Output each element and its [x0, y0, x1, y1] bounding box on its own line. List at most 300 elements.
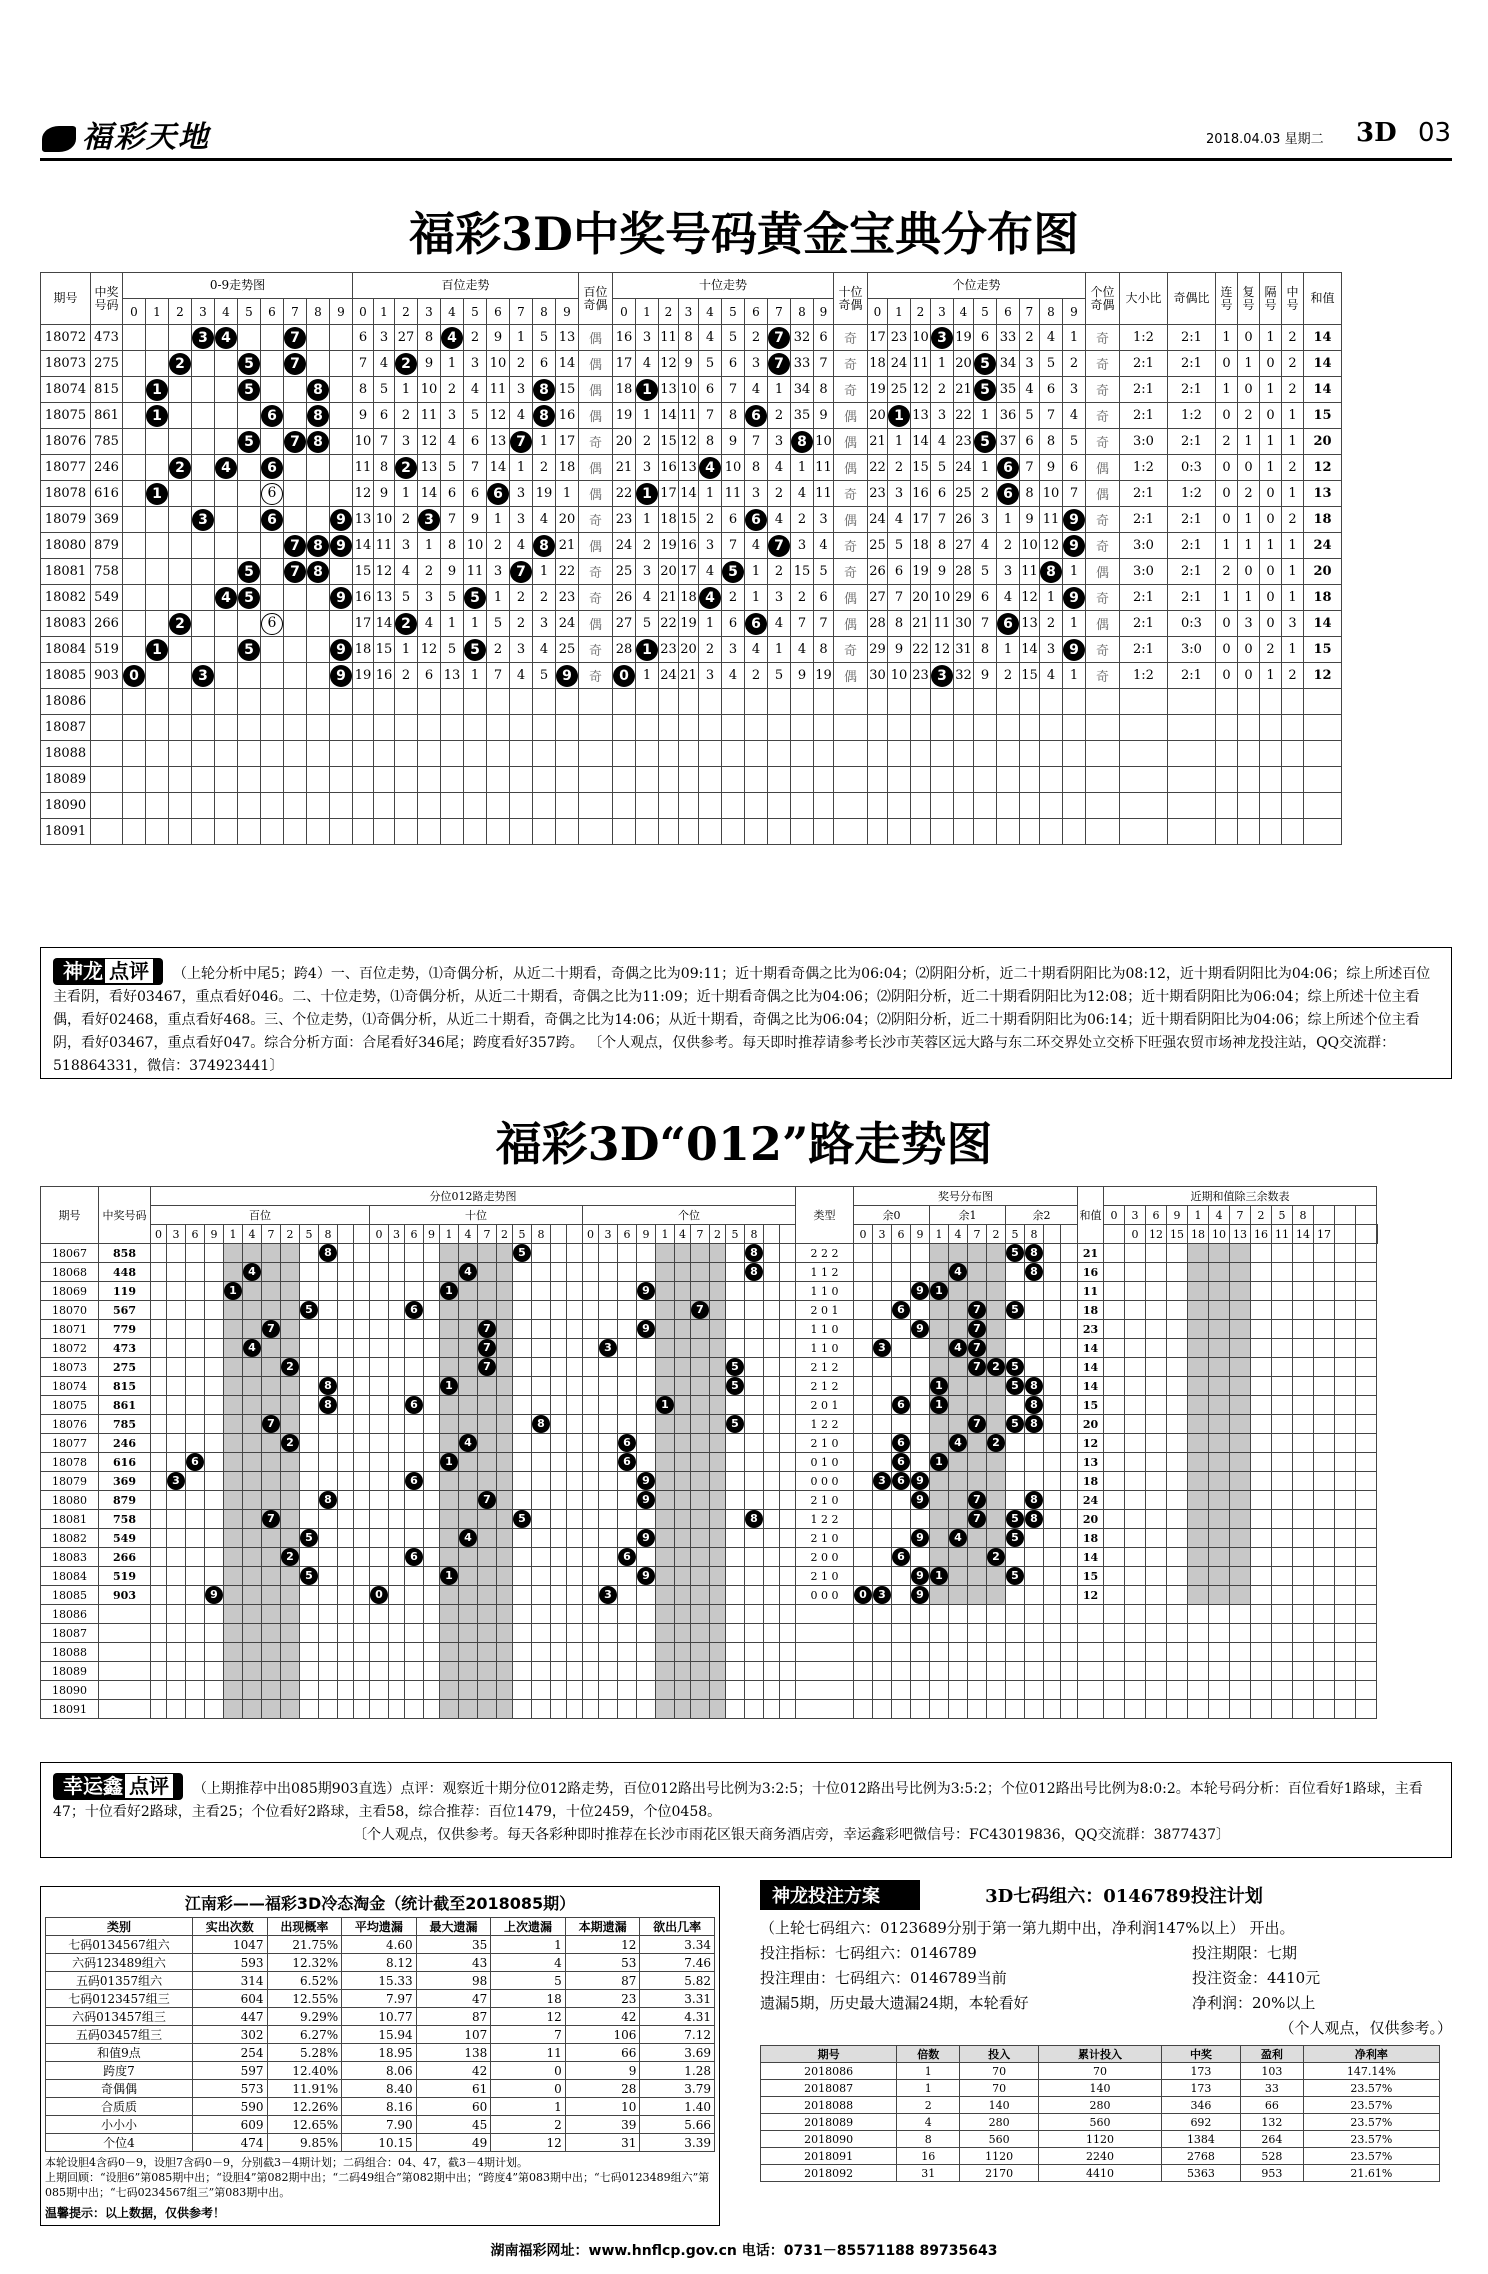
- cold-row: [46, 2080, 715, 2098]
- route-cell: [618, 1529, 637, 1548]
- dist-cell: [1025, 1415, 1044, 1434]
- empty-cell: [868, 741, 888, 767]
- empty-cell: [745, 1624, 764, 1643]
- dist-cell: [911, 1263, 930, 1282]
- hundreds-cell: 1: [441, 351, 464, 377]
- route-cell: [567, 1244, 583, 1263]
- empty-cell: [791, 715, 814, 741]
- digit-ball: 7: [768, 353, 790, 375]
- empty-cell: [441, 767, 464, 793]
- mod-cell: [1251, 1586, 1272, 1605]
- cold-row: [46, 1954, 715, 1972]
- cold-cell: 21.75%: [267, 1936, 342, 1954]
- tens-cell: 1: [768, 637, 791, 663]
- route-cell: [186, 1586, 205, 1605]
- empty-cell: [284, 793, 307, 819]
- empty-cell: [659, 715, 679, 741]
- empty-cell: [123, 715, 146, 741]
- units-cell: 9: [888, 637, 911, 663]
- empty-cell: [551, 1662, 567, 1681]
- stat-cell: 1:2: [1168, 403, 1216, 429]
- empty-cell: [1125, 1700, 1146, 1719]
- invest-cell: 2240: [1039, 2148, 1162, 2165]
- empty-cell: [780, 1624, 796, 1643]
- route-cell: [370, 1567, 389, 1586]
- digit-ball: 6: [745, 509, 767, 531]
- t1-col-header: 0-9走势图: [123, 273, 353, 299]
- dist-cell: [987, 1301, 1006, 1320]
- empty-cell: [1020, 689, 1040, 715]
- dist-cell: [854, 1377, 873, 1396]
- empty-cell: [618, 1643, 637, 1662]
- mod-cell: [1188, 1301, 1209, 1320]
- repeat-ring: 6: [261, 613, 283, 635]
- units-cell: 17: [911, 507, 931, 533]
- tens-cell: 1: [699, 481, 722, 507]
- tens-cell: 1: [699, 611, 722, 637]
- invest-row: [761, 2063, 1440, 2080]
- empty-cell: [930, 1681, 949, 1700]
- empty-cell: [169, 793, 192, 819]
- hundreds-cell: 1: [510, 325, 533, 351]
- route-cell: [440, 1263, 459, 1282]
- hundreds-cell: 3: [374, 325, 395, 351]
- empty-cell: [954, 715, 974, 741]
- route-cell: [262, 1529, 281, 1548]
- route-cell: [618, 1567, 637, 1586]
- empty-cell: [1335, 1662, 1356, 1681]
- dist-cell: [1006, 1244, 1025, 1263]
- empty-cell: [997, 741, 1020, 767]
- dist-cell: [284, 481, 307, 507]
- hundreds-cell: 14: [418, 481, 441, 507]
- tens-cell: 9: [791, 663, 814, 689]
- empty-cell: [679, 715, 699, 741]
- digit-ball: 8: [1040, 561, 1062, 583]
- empty-cell: [699, 741, 722, 767]
- number-cell: 448: [99, 1263, 151, 1282]
- hundreds-cell: 1: [533, 429, 556, 455]
- t2-row: [41, 1282, 1378, 1301]
- t1-empty-row: [41, 767, 1342, 793]
- empty-cell: [659, 741, 679, 767]
- route-cell: [551, 1510, 567, 1529]
- empty-cell: [205, 1643, 224, 1662]
- digit-ball: 5: [513, 1510, 531, 1528]
- mod-cell: [1104, 1339, 1125, 1358]
- digit-header: 9: [637, 1225, 656, 1244]
- dist-cell: [330, 481, 353, 507]
- route-cell: [497, 1472, 513, 1491]
- invest-cell: 1120: [1039, 2131, 1162, 2148]
- t1-row: [41, 585, 1342, 611]
- mod-cell: [1314, 1301, 1335, 1320]
- empty-cell: [710, 1605, 726, 1624]
- empty-cell: [1146, 1605, 1167, 1624]
- route-cell: [497, 1339, 513, 1358]
- invest-cell: 5363: [1161, 2165, 1240, 2182]
- tens-cell: 24: [613, 533, 636, 559]
- empty-cell: [1304, 689, 1342, 715]
- mod-cell: [1335, 1301, 1356, 1320]
- digit-ball: 7: [478, 1358, 496, 1376]
- dist-cell: [1006, 1567, 1025, 1586]
- stat-cell: 1: [1216, 585, 1238, 611]
- dist-cell: [1061, 1377, 1078, 1396]
- route-cell: [583, 1282, 599, 1301]
- dist-cell: [1061, 1282, 1078, 1301]
- route-cell: [262, 1453, 281, 1472]
- dist-cell: [261, 559, 284, 585]
- t2-col-header: 个位: [583, 1206, 796, 1225]
- route-cell: [389, 1529, 405, 1548]
- dist-cell: [987, 1396, 1006, 1415]
- units-cell: 24: [888, 351, 911, 377]
- dist-cell: [949, 1472, 968, 1491]
- mod-cell: [1146, 1586, 1167, 1605]
- dist-cell: [238, 429, 261, 455]
- dist-cell: [911, 1510, 930, 1529]
- cold-cell: 66: [565, 2044, 640, 2062]
- type-cell: 0 0 0: [796, 1472, 854, 1491]
- empty-cell: [330, 715, 353, 741]
- empty-cell: [710, 1700, 726, 1719]
- invest-cell: 4: [897, 2114, 960, 2131]
- route-cell: [281, 1453, 300, 1472]
- period-cell: 18091: [41, 1700, 99, 1719]
- digit-ball: 1: [888, 405, 910, 427]
- units-cell: 6: [974, 585, 997, 611]
- empty-cell: [567, 1605, 583, 1624]
- route-cell: [370, 1301, 389, 1320]
- digit-ball: 9: [1063, 535, 1085, 557]
- invest-header: 中奖: [1161, 2046, 1240, 2063]
- digit-ball: 9: [637, 1320, 655, 1338]
- dist-cell: [146, 585, 169, 611]
- route-cell: [618, 1244, 637, 1263]
- route-cell: [726, 1472, 745, 1491]
- route-cell: [224, 1263, 243, 1282]
- route-cell: [497, 1586, 513, 1605]
- invest-cell: 2: [897, 2097, 960, 2114]
- mod-cell: [1314, 1244, 1335, 1263]
- empty-cell: [1251, 1662, 1272, 1681]
- units-cell: 2: [1040, 611, 1063, 637]
- route-cell: [459, 1301, 478, 1320]
- empty-cell: [1293, 1681, 1314, 1700]
- title-012-chart: 福彩3D“012”路走势图: [495, 1117, 993, 1171]
- cold-stats-table: [45, 1917, 715, 2152]
- mod-cell: [1230, 1510, 1251, 1529]
- dist-cell: [949, 1529, 968, 1548]
- empty-cell: [745, 1605, 764, 1624]
- digit-ball: 9: [330, 587, 352, 609]
- empty-cell: [892, 1605, 911, 1624]
- route-cell: [551, 1529, 567, 1548]
- route-cell: [551, 1301, 567, 1320]
- units-cell: [974, 377, 997, 403]
- empty-cell: [510, 793, 533, 819]
- tens-cell: 21: [659, 585, 679, 611]
- units-parity: 奇: [1086, 377, 1120, 403]
- t1-empty-row: [41, 793, 1342, 819]
- tens-cell: 5: [814, 559, 834, 585]
- tens-cell: 6: [699, 377, 722, 403]
- hundreds-cell: 11: [418, 403, 441, 429]
- route-cell: [532, 1282, 551, 1301]
- empty-cell: [637, 1700, 656, 1719]
- comment-text: （上轮分析中尾5；跨4）一、百位走势，⑴奇偶分析，从近二十期看，奇偶之比为09:11；近十期看奇偶之比为06:04；⑵阴阳分析，近二十期看阴阳比为08:12，近十期看阴阳比为04:06；综上所述百位主看阴，看好03467，重点看好046。二、十位走势，⑴奇偶分析，从近二十期看，奇偶之比为11:09；近十期看奇偶之比为04:06；⑵阴阳分析，近二十期看阴阳比为12:08；近十期看阴阳比为06:04；综上所述十位主看偶，看好02468，重点看好468。三、个位走势，⑴奇偶分析，从近二十期看，奇偶之比为14:06；从近十期看，奇偶之比为06:04；⑵阴阳分析，近二十期看阴阳比为06:14；近十期看阴阳比为04:06；综上所述个位主看阴，看好03467，重点看好047。综合分析方面：合尾看好346尾；跨度看好357跨。 〔个人观点，仅供参考。每天即时推荐请参考长沙市芙蓉区远大路与东二环交界处立交桥下旺强农贸市场神龙投注站，QQ交流群：518864331，微信：374923441〕: [53, 966, 1431, 1074]
- hundreds-cell: 2: [533, 585, 556, 611]
- mod-cell: [1314, 1548, 1335, 1567]
- empty-cell: [911, 1662, 930, 1681]
- route-cell: [440, 1358, 459, 1377]
- route-cell: [459, 1491, 478, 1510]
- empty-cell: [405, 1662, 424, 1681]
- empty-cell: [338, 1605, 354, 1624]
- tens-cell: 4: [745, 533, 768, 559]
- route-cell: [370, 1491, 389, 1510]
- empty-cell: [441, 715, 464, 741]
- period-cell: 18070: [41, 1301, 99, 1320]
- stat-cell: 1: [1260, 325, 1282, 351]
- empty-cell: [1104, 1643, 1125, 1662]
- digit-header: 2: [281, 1225, 300, 1244]
- t1-digit-header: 6: [745, 299, 768, 325]
- hundreds-cell: [418, 507, 441, 533]
- hundreds-cell: 11: [464, 559, 487, 585]
- empty-cell: [888, 689, 911, 715]
- digit-ball: 2: [987, 1548, 1005, 1566]
- dist-cell: [949, 1282, 968, 1301]
- digit-header: 4: [675, 1225, 691, 1244]
- invest-header: 盈利: [1240, 2046, 1303, 2063]
- t1-digit-header: 5: [464, 299, 487, 325]
- dist-cell: [1061, 1263, 1078, 1282]
- empty-cell: [613, 741, 636, 767]
- mod-cell: [1272, 1301, 1293, 1320]
- number-cell: 473: [91, 325, 123, 351]
- mod-cell: [1188, 1491, 1209, 1510]
- digit-header: 3: [167, 1225, 186, 1244]
- route-cell: [675, 1263, 691, 1282]
- mod-cell: [1188, 1263, 1209, 1282]
- route-cell: [167, 1377, 186, 1396]
- dist-cell: [987, 1358, 1006, 1377]
- dist-cell: [146, 351, 169, 377]
- dist-cell: [987, 1282, 1006, 1301]
- hundreds-parity: 偶: [579, 377, 613, 403]
- hundreds-cell: 5: [533, 325, 556, 351]
- cold-header: 最大遗漏: [416, 1918, 491, 1936]
- empty-cell: [262, 1605, 281, 1624]
- mod-cell: [1356, 1244, 1377, 1263]
- digit-ball: 0: [613, 665, 635, 687]
- cold-cell: 45: [416, 2116, 491, 2134]
- dist-cell: [968, 1339, 987, 1358]
- plan-disclaimer: （个人观点，仅供参考。）: [1279, 2019, 1452, 2037]
- dist-cell: [930, 1453, 949, 1472]
- hundreds-cell: 3: [487, 559, 510, 585]
- hundreds-cell: 14: [374, 611, 395, 637]
- empty-cell: [354, 1681, 370, 1700]
- invest-cell: 140: [1039, 2080, 1162, 2097]
- route-cell: [224, 1320, 243, 1339]
- empty-cell: [532, 1624, 551, 1643]
- units-cell: [974, 351, 997, 377]
- stat-cell: 0: [1238, 325, 1260, 351]
- hundreds-cell: 2: [395, 403, 418, 429]
- stat-cell: 0: [1238, 377, 1260, 403]
- empty-cell: [1304, 819, 1342, 845]
- digit-ball: 6: [487, 483, 509, 505]
- mod-cell: [1314, 1263, 1335, 1282]
- t1-digit-header: 9: [814, 299, 834, 325]
- route-cell: [459, 1358, 478, 1377]
- empty-cell: [726, 1662, 745, 1681]
- route-cell: [389, 1377, 405, 1396]
- empty-cell: [338, 1643, 354, 1662]
- route-cell: [599, 1339, 618, 1358]
- mod-cell: [1356, 1415, 1377, 1434]
- page-number: 03: [1418, 118, 1452, 148]
- dist-cell: [892, 1301, 911, 1320]
- route-cell: [300, 1453, 319, 1472]
- digit-ball: 6: [618, 1548, 636, 1566]
- invest-cell: 280: [1039, 2097, 1162, 2114]
- route-cell: [405, 1472, 424, 1491]
- route-cell: [243, 1244, 262, 1263]
- units-cell: 1: [997, 637, 1020, 663]
- dist-cell: [123, 559, 146, 585]
- empty-cell: [1061, 1681, 1078, 1700]
- empty-cell: [551, 1681, 567, 1700]
- hundreds-cell: 2: [441, 377, 464, 403]
- route-cell: [281, 1244, 300, 1263]
- empty-cell: [834, 819, 868, 845]
- digit-ball: 5: [238, 379, 260, 401]
- dist-cell: [911, 1377, 930, 1396]
- units-cell: 1: [997, 507, 1020, 533]
- dist-cell: [949, 1548, 968, 1567]
- mod-cell: [1356, 1263, 1377, 1282]
- cold-cell: 12: [491, 2008, 566, 2026]
- dist-cell: [873, 1510, 892, 1529]
- route-cell: [710, 1491, 726, 1510]
- stat-cell: 2:1: [1168, 377, 1216, 403]
- t2-row: [41, 1377, 1378, 1396]
- dist-cell: [1025, 1263, 1044, 1282]
- empty-cell: [1216, 741, 1238, 767]
- units-cell: 21: [911, 611, 931, 637]
- mod-cell: [1251, 1529, 1272, 1548]
- hundreds-cell: 11: [353, 455, 374, 481]
- route-cell: [583, 1263, 599, 1282]
- sum-cell: 20: [1304, 559, 1342, 585]
- empty-cell: [1314, 1700, 1335, 1719]
- digit-header: 4: [243, 1225, 262, 1244]
- mod-header: 6: [1146, 1206, 1167, 1225]
- empty-cell: [1086, 689, 1120, 715]
- empty-cell: [353, 819, 374, 845]
- route-cell: [710, 1529, 726, 1548]
- cold-cell: 12: [491, 2134, 566, 2152]
- route-cell: [567, 1548, 583, 1567]
- route-cell: [745, 1434, 764, 1453]
- empty-cell: [1125, 1643, 1146, 1662]
- units-parity: 奇: [1086, 637, 1120, 663]
- digit-ball: 3: [931, 665, 953, 687]
- tens-parity: 奇: [834, 325, 868, 351]
- dist-cell: [1061, 1510, 1078, 1529]
- number-cell: 519: [99, 1567, 151, 1586]
- route-cell: [764, 1453, 780, 1472]
- mod-cell: [1230, 1301, 1251, 1320]
- route-cell: [205, 1472, 224, 1491]
- type-cell: 2 0 1: [796, 1396, 854, 1415]
- empty-cell: [513, 1624, 532, 1643]
- dist-cell: [192, 559, 215, 585]
- route-cell: [389, 1244, 405, 1263]
- invest-cell: 2018091: [761, 2148, 897, 2165]
- t1-row: [41, 663, 1342, 689]
- route-cell: [599, 1434, 618, 1453]
- dist-cell: [1006, 1415, 1025, 1434]
- digit-ball: 5: [722, 561, 744, 583]
- empty-cell: [1260, 715, 1282, 741]
- route-cell: [224, 1510, 243, 1529]
- units-cell: 1: [931, 351, 954, 377]
- t1-digit-header: 1: [636, 299, 659, 325]
- units-cell: 23: [888, 325, 911, 351]
- invest-cell: 1384: [1161, 2131, 1240, 2148]
- units-cell: 4: [1020, 377, 1040, 403]
- invest-cell: 173: [1161, 2063, 1240, 2080]
- stat-cell: 2: [1238, 403, 1260, 429]
- sum-cell: 12: [1078, 1586, 1104, 1605]
- hundreds-cell: [487, 481, 510, 507]
- units-cell: 19: [911, 559, 931, 585]
- empty-cell: [238, 793, 261, 819]
- empty-cell: [330, 741, 353, 767]
- mod-cell: [1104, 1263, 1125, 1282]
- empty-cell: [954, 793, 974, 819]
- digit-ball: 3: [599, 1586, 617, 1604]
- sum-cell: 15: [1078, 1567, 1104, 1586]
- period-cell: 18081: [41, 559, 91, 585]
- digit-ball: 7: [968, 1510, 986, 1528]
- mod-cell: [1104, 1567, 1125, 1586]
- empty-cell: [464, 715, 487, 741]
- mod-cell: [1335, 1263, 1356, 1282]
- route-cell: [186, 1263, 205, 1282]
- stat-cell: 0: [1216, 351, 1238, 377]
- empty-cell: [338, 1662, 354, 1681]
- hundreds-cell: 5: [441, 637, 464, 663]
- cold-cell: 49: [416, 2134, 491, 2152]
- dist-cell: [1006, 1263, 1025, 1282]
- empty-cell: [868, 793, 888, 819]
- comment-text: （上期推荐中出085期903直选）点评：观察近十期分位012路走势，百位012路出号比例为3:2:5；十位012路出号比例为3:5:2；个位012路出号比例为8:0:2。本轮号码分析：百位看好1路球，主看47；十位看好2路球，主看25；个位看好2路球，主看58，综合推荐：百位1479，十位2459，个位0458。: [53, 1781, 1423, 1820]
- period-cell: 18083: [41, 611, 91, 637]
- cold-cell: 五码03457组三: [46, 2026, 193, 2044]
- route-cell: [319, 1377, 338, 1396]
- route-cell: [675, 1548, 691, 1567]
- digit-ball: 4: [215, 327, 237, 349]
- units-cell: 15: [911, 455, 931, 481]
- route-cell: [532, 1244, 551, 1263]
- empty-cell: [478, 1662, 497, 1681]
